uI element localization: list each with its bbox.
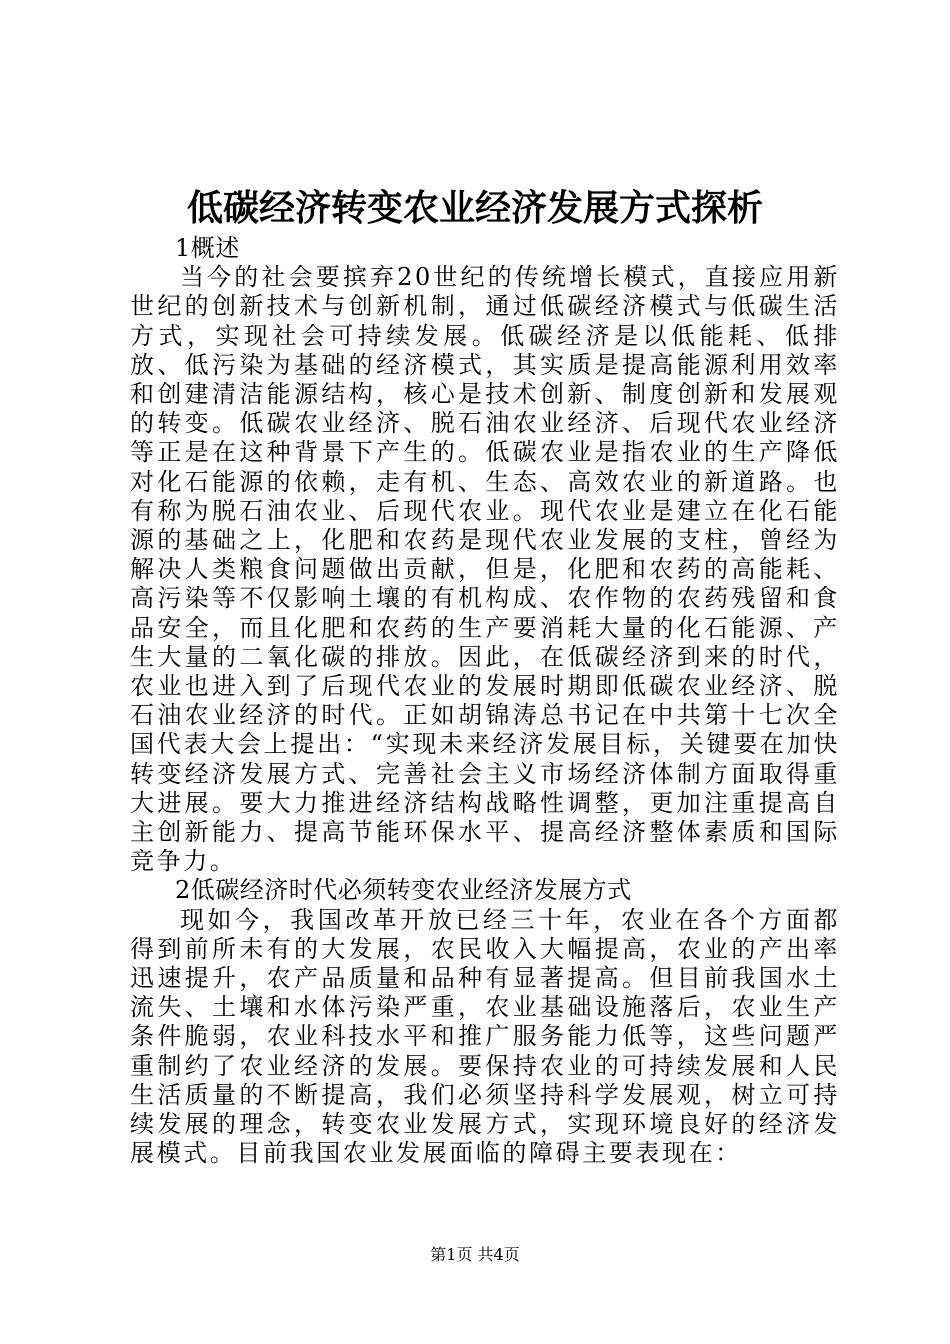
section-1-paragraph: 当今的社会要摈弃20世纪的传统增长模式，直接应用新世纪的创新技术与创新机制，通过低碳经济模式与低碳生活方式，实现社会可持续发展。低碳经济是以低能耗、低排放、低污染为基础的经济模式，其实质是提高能源利用效率和创建清洁能源结构，核心是技术创新、制度创新和发展观的转变。低碳农业经济、脱石油农业经济、后现代农业经济等正是在这种背景下产生的。低碳农业是指农业的生产降低对化石能源的依赖，走有机、生态、高效农业的新道路。也有称为脱石油农业、后现代农业。现代农业是建立在化石能源的基础之上，化肥和农药是现代农业发展的支柱，曾经为解决人类粮食问题做出贡献，但是，化肥和农药的高能耗、高污染等不仅影响土壤的有机构成、农作物的农药残留和食品安全，而且化肥和农药的生产要消耗大量的化石能源、产生大量的二氧化碳的排放。因此，在低碳经济到来的时代，农业也进入到了后现代农业的发展时期即低碳农业经济、脱石油农业经济的时代。正如胡锦涛总书记在中共第十七次全国代表大会上提出：“实现未来经济发展目标，关键要在加快转变经济发展方式、完善社会主义市场经济体制方面取得重大进展。要大力推进经济结构战略性调整，更加注重提高自主创新能力、提高节能环保水平、提高经济整体素质和国际竞争力。 <box>130 263 840 876</box>
section-2-heading: 2低碳经济时代必须转变农业经济发展方式 <box>175 876 632 905</box>
document-title: 低碳经济转变农业经济发展方式探析 <box>186 187 763 229</box>
section-1-heading: 1概述 <box>175 234 240 262</box>
page-footer: 第1页 共4页 <box>430 1245 520 1264</box>
document-body <box>130 234 840 1169</box>
section-2-paragraph: 现如今，我国改革开放已经三十年，农业在各个方面都得到前所未有的大发展，农民收入大幅提高，农业的产出率迅速提升，农产品质量和品种有显著提高。但目前我国水土流失、土壤和水体污染严重，农业基础设施落后，农业生产条件脆弱，农业科技水平和推广服务能力低等，这些问题严重制约了农业经济的发展。要保持农业的可持续发展和人民生活质量的不断提高，我们必须坚持科学发展观，树立可持续发展的理念，转变农业发展方式，实现环境良好的经济发展模式。目前我国农业发展面临的障碍主要表现在： <box>130 905 840 1168</box>
